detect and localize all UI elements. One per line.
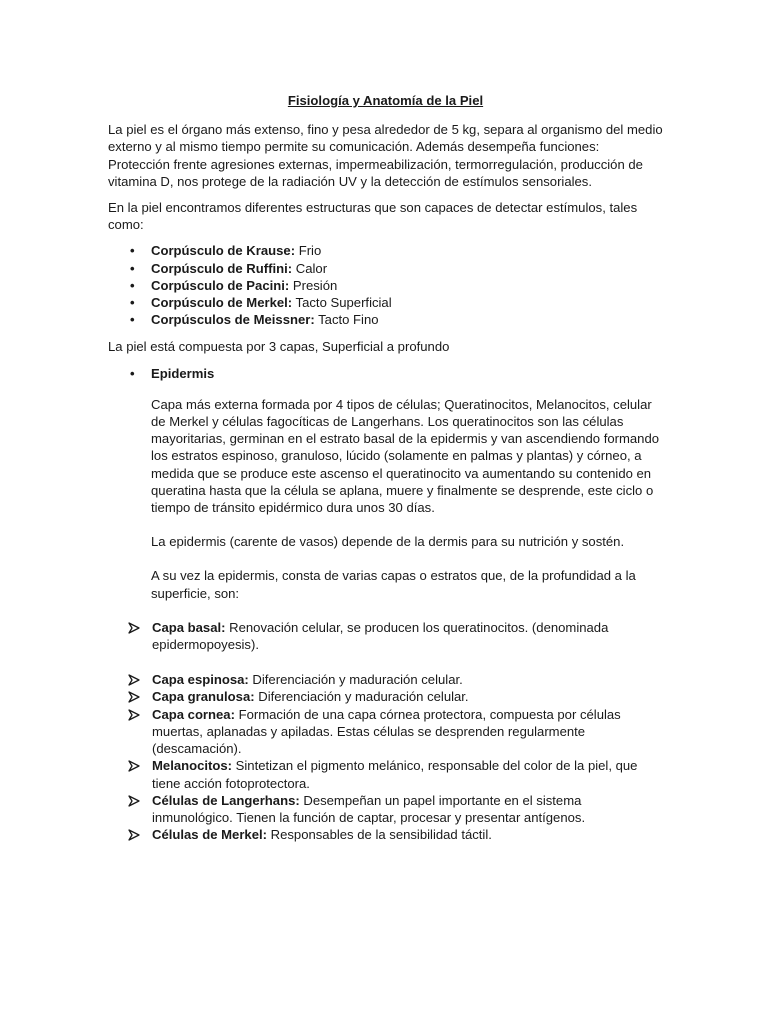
epidermis-section: [108, 396, 663, 602]
stratum-desc: Renovación celular, se producen los queratinocitos. (denominada epidermopoyesis).: [152, 619, 609, 653]
list-item: [108, 311, 663, 328]
list-item: [108, 365, 663, 382]
epidermis-paragraph-2: La epidermis (carente de vasos) depende de la dermis para su nutrición y sostén.: [151, 534, 625, 550]
stratum-desc: Desempeñan un papel importante en el sistema inmunológico. Tienen la función de captar, procesar y presentar antígenos.: [152, 792, 586, 825]
corpuscle-term: Corpúsculo de Krause:: [151, 243, 296, 259]
document-body: [108, 92, 663, 843]
corpuscle-term: Corpúsculo de Pacini:: [151, 277, 290, 293]
list-item: [108, 792, 663, 826]
list-item: [108, 242, 663, 259]
stratum-desc: Diferenciación y maduración celular.: [248, 672, 463, 688]
bullet-icon: •: [130, 260, 135, 276]
corpuscle-desc: Presión: [289, 277, 338, 293]
stratum-term: Melanocitos:: [152, 758, 233, 774]
list-item: [108, 260, 663, 277]
list-item: [108, 706, 663, 758]
list-item: [108, 294, 663, 311]
stratum-desc: Diferenciación y maduración celular.: [254, 689, 469, 705]
stratum-desc: Formación de una capa córnea protectora, compuesta por células muertas, aplanadas y apiladas. Estas células se desprenden regularmente (descamación).: [152, 706, 621, 757]
epidermis-paragraph-1: Capa más externa formada por 4 tipos de células; Queratinocitos, Melanocitos, celular de Merkel y células fagocíticas de Langerhans. Los queratinocitos son las células mayoritarias, germinan en el estrato basal de la epidermis y van ascendiendo formando los estratos espinoso, granuloso, lúcido (solamente en palmas y plantas) y córneo, a medida que se produce este ascenso el queratinocito va aumentando su contenido en queratina hasta que la célula se aplana, muere y finalmente se desprende, este ciclo o tiempo de tránsito epidérmico dura unos 30 días.: [151, 396, 660, 516]
corpuscle-term: Corpúsculo de Ruffini:: [151, 260, 293, 276]
arrow-bullet-icon: [128, 674, 140, 686]
stratum-desc: Sintetizan el pigmento melánico, responsable del color de la piel, que tiene acción fotoprotectora.: [152, 758, 638, 791]
stratum-term: Capa espinosa:: [152, 672, 249, 688]
corpuscle-desc: Tacto Fino: [314, 312, 379, 328]
document-title: Fisiología y Anatomía de la Piel: [287, 93, 484, 108]
structures-intro-paragraph: En la piel encontramos diferentes estructuras que son capaces de detectar estímulos, tales como:: [108, 200, 638, 233]
list-item: [108, 757, 663, 791]
strata-list: [108, 619, 663, 843]
arrow-bullet-icon: [128, 709, 140, 721]
list-item: [108, 826, 663, 843]
arrow-bullet-icon: [128, 691, 140, 703]
stratum-term: Capa basal:: [152, 619, 226, 635]
epidermis-heading: Epidermis: [151, 365, 215, 381]
corpuscle-list: [108, 242, 663, 328]
stratum-term: Células de Merkel:: [152, 827, 267, 843]
stratum-desc: Responsables de la sensibilidad táctil.: [266, 827, 492, 843]
stratum-term: Capa cornea:: [152, 706, 235, 722]
list-item: [108, 671, 663, 688]
arrow-bullet-icon: [128, 622, 140, 634]
list-item: [108, 277, 663, 294]
list-item: [108, 619, 663, 653]
corpuscle-term: Corpúsculo de Merkel:: [151, 295, 293, 311]
arrow-bullet-icon: [128, 795, 140, 807]
corpuscle-term: Corpúsculos de Meissner:: [151, 312, 315, 328]
layers-list: [108, 365, 663, 382]
list-item: [108, 688, 663, 705]
intro-paragraph: La piel es el órgano más extenso, fino y pesa alrededor de 5 kg, separa al organismo del medio externo y al mismo tiempo permite su comunicación. Además desempeña funciones: Protección frente agresiones externas, impermeabilización, termorregulación, producción de vitamina D, nos protege de la radiación UV y la detección de estímulos sensoriales.: [108, 122, 663, 189]
bullet-icon: •: [130, 277, 135, 293]
arrow-bullet-icon: [128, 829, 140, 841]
stratum-term: Células de Langerhans:: [152, 792, 300, 808]
corpuscle-desc: Frio: [295, 243, 322, 259]
stratum-term: Capa granulosa:: [152, 689, 255, 705]
corpuscle-desc: Calor: [292, 260, 328, 276]
layers-intro-paragraph: La piel está compuesta por 3 capas, Superficial a profundo: [108, 339, 450, 355]
bullet-icon: •: [130, 312, 135, 328]
bullet-icon: •: [130, 365, 135, 381]
corpuscle-desc: Tacto Superficial: [292, 295, 392, 311]
bullet-icon: •: [130, 295, 135, 311]
arrow-bullet-icon: [128, 760, 140, 772]
epidermis-paragraph-3: A su vez la epidermis, consta de varias capas o estratos que, de la profundidad a la superficie, son:: [151, 568, 636, 601]
bullet-icon: •: [130, 243, 135, 259]
